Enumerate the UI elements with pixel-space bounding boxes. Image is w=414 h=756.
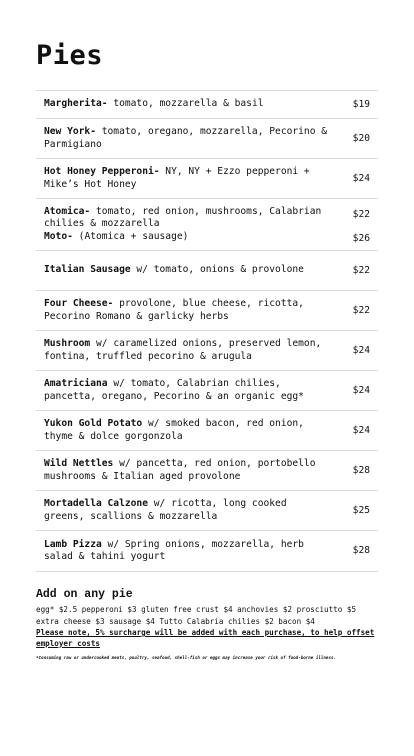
menu-item (36, 118, 378, 158)
menu-item (36, 90, 378, 118)
item-price: $28 (352, 464, 370, 476)
item-name: Mortadella Calzone (44, 498, 148, 509)
item-text (44, 498, 330, 523)
item-price: $20 (352, 132, 370, 144)
item-text (44, 298, 330, 323)
surcharge-note: Please note, 5% surcharge will be added with each purchase, to help offset employer costs (36, 628, 375, 648)
item-desc: provolone, blue cheese, ricotta, Pecorino Romano & garlicky herbs (44, 298, 304, 322)
item-name: Lamb Pizza (44, 538, 102, 550)
menu-item (36, 250, 378, 290)
item-desc: w/ pancetta, red onion, portobello mushrooms & Italian aged provolone (44, 458, 316, 482)
item-price: $25 (352, 504, 370, 516)
menu-item (36, 198, 378, 250)
menu-item (36, 490, 378, 530)
item-price: $24 (352, 384, 370, 396)
item-desc: NY, NY + Ezzo pepperoni + Mike’s Hot Honey (44, 166, 310, 190)
add-on-line: egg* $2.5 pepperoni $3 gluten free crust $4 anchovies $2 prosciutto $5 (36, 605, 357, 614)
item-text (44, 539, 330, 564)
add-on-line: extra cheese $3 sausage $4 Tutto Calabria chilies $2 bacon $4 (36, 617, 315, 626)
item-name: Mushroom (44, 338, 91, 349)
item-desc: w/ caramelized onions, preserved lemon, fontina, truffled pecorino & arugula (44, 338, 322, 362)
menu-item (36, 530, 378, 572)
item-name: Hot Honey Pepperoni- (44, 166, 160, 177)
menu-item (36, 330, 378, 370)
item-desc: w/ smoked bacon, red onion, thyme & dolce gorgonzola (44, 418, 304, 442)
item-name: Yukon Gold Potato (44, 418, 143, 429)
item-desc: tomato, red onion, mushrooms, Calabrian chilies & mozzarella (44, 205, 322, 230)
menu-item (36, 370, 378, 410)
item-price: $24 (352, 344, 370, 356)
item-text (44, 98, 330, 111)
item-price: $22 (352, 304, 370, 316)
item-name: Four Cheese- (44, 298, 114, 309)
item-desc: w/ tomato, onions & provolone (130, 264, 304, 276)
item-price: $19 (352, 98, 370, 110)
item-text (44, 378, 330, 403)
item-desc: w/ tomato, Calabrian chilies, pancetta, oregano, Pecorino & an organic egg* (44, 378, 304, 402)
item-name: New York- (44, 126, 96, 137)
item-sub-name: Moto- (44, 230, 73, 242)
item-name: Wild Nettles (44, 458, 114, 469)
item-name: Amatriciana (44, 378, 108, 389)
item-desc: tomato, oregano, mozzarella, Pecorino & Parmigiano (44, 126, 328, 150)
item-text (44, 458, 330, 483)
pie-list (36, 90, 378, 572)
item-price: $22 (352, 209, 370, 220)
item-desc: w/ ricotta, long cooked greens, scallions & mozzarella (44, 498, 287, 522)
item-text (44, 338, 330, 363)
item-sub-desc: (Atomica + sausage) (72, 230, 189, 242)
menu-item (36, 158, 378, 198)
item-price: $22 (352, 264, 370, 276)
item-text (44, 166, 330, 191)
item-text (44, 126, 330, 151)
item-name: Italian Sausage (44, 264, 131, 276)
item-subtext (44, 231, 330, 244)
menu-item (36, 450, 378, 490)
item-text (44, 418, 330, 443)
item-text (44, 206, 330, 231)
item-price: $28 (352, 544, 370, 556)
item-desc: tomato, mozzarella & basil (107, 98, 264, 110)
item-price: $24 (352, 172, 370, 184)
add-on-heading: Add on any pie (36, 588, 133, 601)
menu-item (36, 290, 378, 330)
item-sub-price: $26 (352, 233, 370, 244)
item-name: Margherita- (44, 98, 108, 110)
item-name: Atomica- (44, 205, 91, 217)
add-on-section (36, 588, 381, 661)
item-desc: w/ Spring onions, mozzarella, herb salad & tahini yogurt (44, 538, 304, 562)
item-price: $24 (352, 424, 370, 436)
item-text (44, 264, 330, 277)
menu-item (36, 410, 378, 450)
page-title: Pies (36, 40, 104, 71)
food-safety-disclaimer: *Consuming raw or undercooked meats, poultry, seafood, shell-fish or eggs may increase your risk of food-borne illness. (36, 655, 337, 660)
